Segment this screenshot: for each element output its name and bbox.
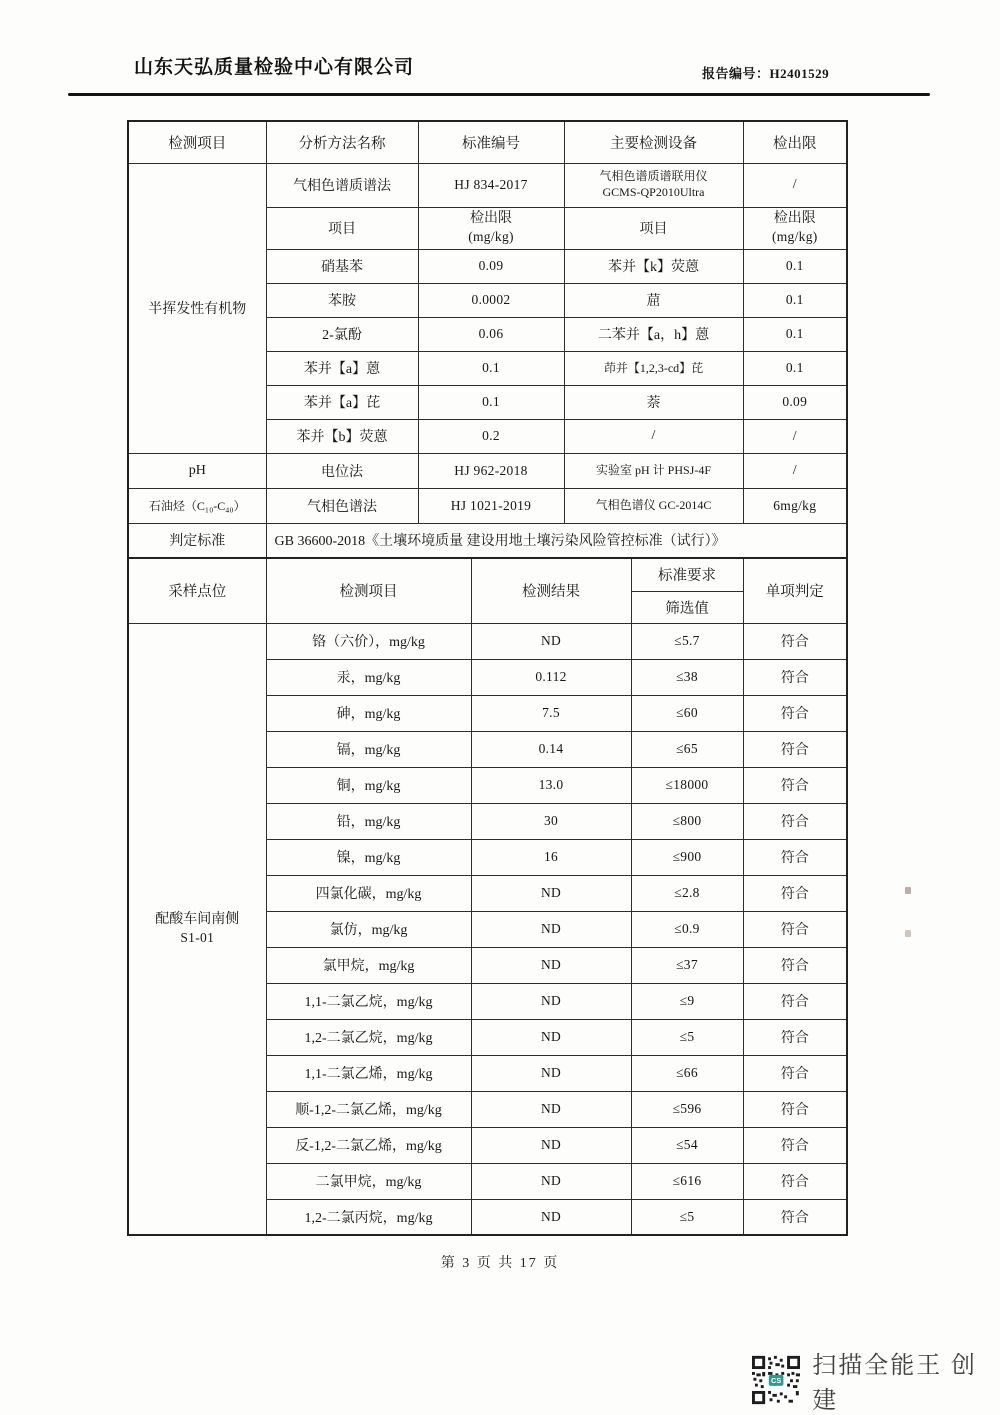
result-item: 二氯甲烷，mg/kg: [266, 1163, 471, 1199]
ph-method: 电位法: [266, 453, 418, 488]
result-item: 氯甲烷，mg/kg: [266, 947, 471, 983]
result-value: 7.5: [471, 695, 631, 731]
ph-equipment: 实验室 pH 计 PHSJ-4F: [564, 453, 743, 488]
result-item: 1,1-二氯乙烯，mg/kg: [266, 1055, 471, 1091]
petroleum-standard: HJ 1021-2019: [418, 488, 564, 523]
sample-point-cell: [128, 623, 266, 1235]
result-value: ND: [471, 875, 631, 911]
result-value: ND: [471, 983, 631, 1019]
result-judge: 符合: [743, 803, 847, 839]
watermark-text: 扫描全能王 创建: [812, 1352, 977, 1414]
result-judge: 符合: [743, 695, 847, 731]
result-limit: ≤0.9: [631, 911, 743, 947]
svoc-equipment-line2: GCMS-QP2010Ultra: [602, 185, 705, 199]
result-item: 四氯化碳，mg/kg: [266, 875, 471, 911]
result-limit: ≤596: [631, 1091, 743, 1127]
sample-point-line2: S1-01: [180, 930, 215, 946]
result-value: ND: [471, 947, 631, 983]
svoc-standard: HJ 834-2017: [418, 163, 564, 207]
svoc-right-limit: 0.1: [743, 317, 847, 351]
result-value: 30: [471, 803, 631, 839]
svoc-left-item: 2-氯酚: [266, 317, 418, 351]
result-header-row-1: [128, 558, 847, 591]
svoc-left-item: 苯并【b】荧蒽: [266, 419, 418, 453]
result-row: [128, 623, 847, 659]
result-limit: ≤2.8: [631, 875, 743, 911]
header-equipment: 主要检测设备: [564, 121, 743, 163]
subheader-item-left: 项目: [266, 207, 418, 249]
result-limit: ≤5: [631, 1019, 743, 1055]
method-table: [127, 120, 848, 559]
petroleum-item: 石油烃（C₁₀-C₄₀）: [128, 488, 266, 523]
result-limit: ≤800: [631, 803, 743, 839]
result-limit: ≤54: [631, 1127, 743, 1163]
header-divider: [68, 93, 930, 96]
svoc-left-limit: 0.1: [418, 351, 564, 385]
result-limit: ≤65: [631, 731, 743, 767]
svoc-left-item: 硝基苯: [266, 249, 418, 283]
sample-point-line1: 配酸车间南侧: [155, 911, 240, 927]
result-item: 顺-1,2-二氯乙烯，mg/kg: [266, 1091, 471, 1127]
result-judge: 符合: [743, 1055, 847, 1091]
svoc-left-limit: 0.2: [418, 419, 564, 453]
svoc-left-limit: 0.1: [418, 385, 564, 419]
method-header-row: [128, 121, 847, 163]
judge-standard-row: [128, 523, 847, 558]
header-test-item: 检测项目: [266, 558, 471, 623]
svoc-right-limit: 0.1: [743, 283, 847, 317]
header-test-result: 检测结果: [471, 558, 631, 623]
result-item: 镉，mg/kg: [266, 731, 471, 767]
result-value: ND: [471, 1127, 631, 1163]
result-judge: 符合: [743, 623, 847, 659]
header-limit: 检出限: [743, 121, 847, 163]
svoc-right-item: 茚并【1,2,3-cd】芘: [564, 351, 743, 385]
petroleum-equipment: 气相色谱仪 GC-2014C: [564, 488, 743, 523]
result-limit: ≤66: [631, 1055, 743, 1091]
result-limit: ≤37: [631, 947, 743, 983]
result-judge: 符合: [743, 911, 847, 947]
svoc-group-cell: 半挥发性有机物: [128, 163, 266, 453]
svoc-right-item: 䓛: [564, 283, 743, 317]
svoc-right-limit: /: [743, 419, 847, 453]
result-item: 反-1,2-二氯乙烯，mg/kg: [266, 1127, 471, 1163]
svoc-left-item: 苯并【a】蒽: [266, 351, 418, 385]
result-item: 1,1-二氯乙烷，mg/kg: [266, 983, 471, 1019]
result-limit: ≤9: [631, 983, 743, 1019]
subheader-limit-right-l2: (mg/kg): [771, 229, 818, 245]
svoc-limit: /: [743, 163, 847, 207]
result-value: ND: [471, 911, 631, 947]
ph-standard: HJ 962-2018: [418, 453, 564, 488]
result-item: 氯仿，mg/kg: [266, 911, 471, 947]
ph-item: pH: [128, 453, 266, 488]
result-item: 铜，mg/kg: [266, 767, 471, 803]
ph-row: [128, 453, 847, 488]
svoc-right-item: /: [564, 419, 743, 453]
report-number: 报告编号：H2401529: [702, 66, 830, 81]
petroleum-row: [128, 488, 847, 523]
result-limit: ≤18000: [631, 767, 743, 803]
svoc-right-limit: 0.1: [743, 249, 847, 283]
result-item: 1,2-二氯丙烷，mg/kg: [266, 1199, 471, 1235]
result-value: ND: [471, 1199, 631, 1235]
svoc-right-item: 萘: [564, 385, 743, 419]
result-judge: 符合: [743, 1199, 847, 1235]
svoc-left-item: 苯并【a】芘: [266, 385, 418, 419]
header-requirement: 标准要求: [631, 558, 743, 591]
result-limit: ≤5: [631, 1199, 743, 1235]
header-screening-value: 筛选值: [631, 591, 743, 623]
header-method: 分析方法名称: [266, 121, 418, 163]
subheader-limit-left-l1: 检出限: [470, 211, 512, 227]
svoc-method-row: [128, 163, 847, 207]
result-judge: 符合: [743, 731, 847, 767]
subheader-item-right: 项目: [564, 207, 743, 249]
subheader-limit-left-l2: (mg/kg): [468, 229, 514, 245]
result-limit: ≤38: [631, 659, 743, 695]
result-judge: 符合: [743, 767, 847, 803]
ph-limit: /: [743, 453, 847, 488]
result-judge: 符合: [743, 947, 847, 983]
svoc-right-item: 苯并【k】荧蒽: [564, 249, 743, 283]
result-value: ND: [471, 1091, 631, 1127]
header-judgement: 单项判定: [743, 558, 847, 623]
svoc-right-limit: 0.1: [743, 351, 847, 385]
result-item: 1,2-二氯乙烷，mg/kg: [266, 1019, 471, 1055]
result-judge: 符合: [743, 1091, 847, 1127]
scan-artifact: [905, 930, 911, 937]
subheader-limit-right: [743, 207, 847, 249]
petroleum-limit: 6mg/kg: [743, 488, 847, 523]
result-item: 铬（六价），mg/kg: [266, 623, 471, 659]
svg-text:CS: CS: [771, 1376, 782, 1386]
qr-code-icon: [752, 1355, 800, 1405]
result-value: ND: [471, 1163, 631, 1199]
result-judge: 符合: [743, 1163, 847, 1199]
scan-artifact: [905, 887, 911, 894]
svoc-left-limit: 0.0002: [418, 283, 564, 317]
result-limit: ≤5.7: [631, 623, 743, 659]
result-judge: 符合: [743, 983, 847, 1019]
result-value: ND: [471, 623, 631, 659]
judge-standard-label: 判定标准: [128, 523, 266, 558]
result-item: 砷，mg/kg: [266, 695, 471, 731]
result-value: 16: [471, 839, 631, 875]
header-item: 检测项目: [128, 121, 266, 163]
svoc-left-limit: 0.06: [418, 317, 564, 351]
svoc-equipment: [564, 163, 743, 207]
company-name: 山东天弘质量检验中心有限公司: [134, 57, 415, 78]
svoc-right-item: 二苯并【a，h】蒽: [564, 317, 743, 351]
judge-standard-value: GB 36600-2018《土壤环境质量 建设用地土壤污染风险管控标准（试行）》: [266, 523, 847, 558]
result-item: 汞，mg/kg: [266, 659, 471, 695]
result-judge: 符合: [743, 659, 847, 695]
result-value: 13.0: [471, 767, 631, 803]
result-value: 0.112: [471, 659, 631, 695]
subheader-limit-right-l1: 检出限: [773, 211, 816, 227]
result-limit: ≤900: [631, 839, 743, 875]
result-value: 0.14: [471, 731, 631, 767]
result-item: 铅，mg/kg: [266, 803, 471, 839]
header-sample-point: 采样点位: [128, 558, 266, 623]
header-standard: 标准编号: [418, 121, 564, 163]
result-limit: ≤60: [631, 695, 743, 731]
subheader-limit-left: [418, 207, 564, 249]
result-value: ND: [471, 1055, 631, 1091]
result-table: [127, 557, 848, 1236]
result-limit: ≤616: [631, 1163, 743, 1199]
page-number: 第 3 页 共 17 页: [440, 1256, 560, 1271]
svoc-equipment-line1: 气相色谱质谱联用仪: [599, 169, 708, 184]
svoc-method: 气相色谱质谱法: [266, 163, 418, 207]
result-item: 镍，mg/kg: [266, 839, 471, 875]
result-judge: 符合: [743, 1127, 847, 1163]
svoc-left-item: 苯胺: [266, 283, 418, 317]
petroleum-method: 气相色谱法: [266, 488, 418, 523]
result-judge: 符合: [743, 1019, 847, 1055]
camscanner-watermark: [752, 1345, 1000, 1415]
result-value: ND: [471, 1019, 631, 1055]
svoc-right-limit: 0.09: [743, 385, 847, 419]
result-judge: 符合: [743, 839, 847, 875]
result-judge: 符合: [743, 875, 847, 911]
svoc-left-limit: 0.09: [418, 249, 564, 283]
